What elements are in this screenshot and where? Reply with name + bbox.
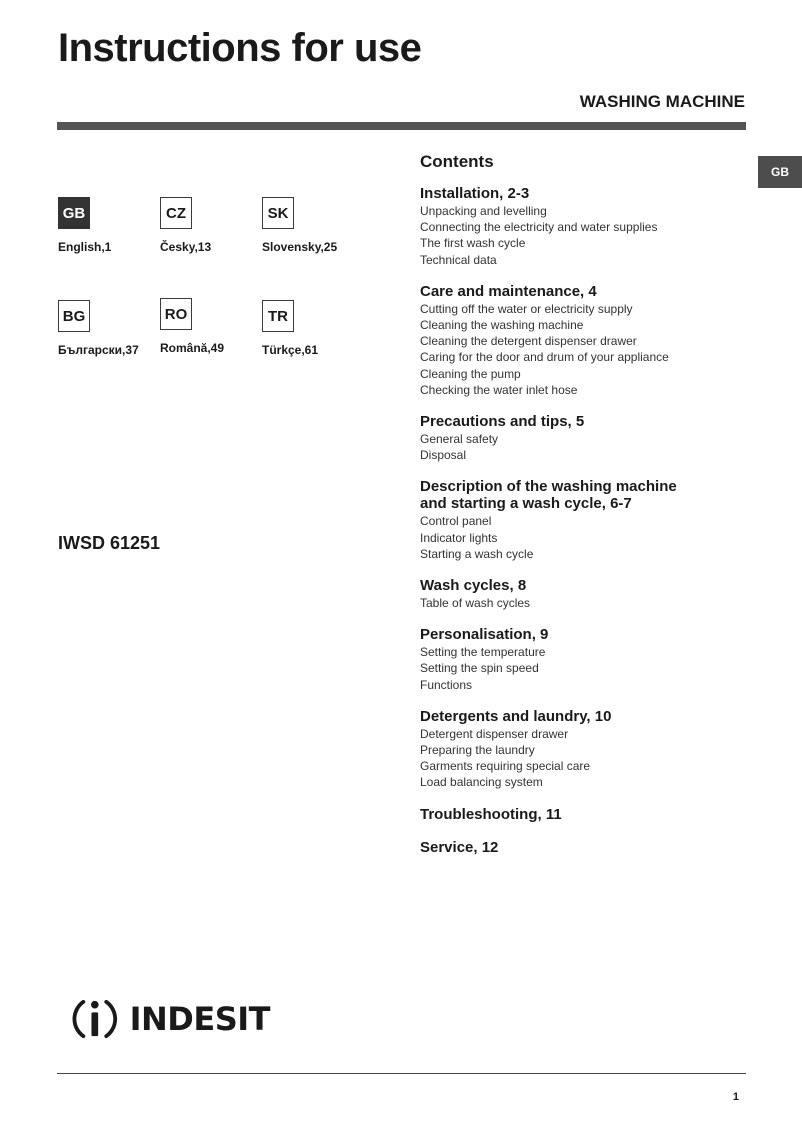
- language-code-box: CZ: [160, 197, 192, 229]
- toc-section-wash-cycles[interactable]: [420, 577, 750, 611]
- brand-logo: [70, 993, 270, 1045]
- toc-heading: Care and maintenance, 4: [420, 282, 597, 300]
- page-title: Instructions for use: [58, 26, 422, 70]
- toc-item: Cutting off the water or electricity supply: [420, 301, 633, 316]
- toc-heading: Wash cycles, 8: [420, 577, 527, 595]
- contents-title: Contents: [420, 152, 494, 171]
- language-code-box: GB: [58, 197, 90, 229]
- toc-item: General safety: [420, 432, 499, 447]
- toc-item: Technical data: [420, 252, 497, 267]
- language-name: English,1: [58, 240, 112, 254]
- toc-item: The first wash cycle: [420, 236, 526, 251]
- toc-heading: Troubleshooting, 11: [420, 805, 562, 823]
- toc-item: Cleaning the washing machine: [420, 318, 584, 333]
- language-code-box: TR: [262, 300, 294, 332]
- toc-section-troubleshooting[interactable]: [420, 806, 750, 823]
- toc-item: Unpacking and levelling: [420, 204, 547, 218]
- toc-item: Setting the temperature: [420, 645, 546, 660]
- language-code-box: SK: [262, 197, 294, 229]
- toc-heading: Personalisation, 9: [420, 626, 549, 644]
- toc-item: Caring for the door and drum of your appliance: [420, 350, 669, 365]
- toc-section-installation[interactable]: [420, 185, 750, 268]
- toc-heading: Installation, 2-3: [420, 185, 530, 202]
- language-code-box: BG: [58, 300, 90, 332]
- language-item-gb[interactable]: [58, 197, 111, 254]
- toc-item: Detergent dispenser drawer: [420, 726, 569, 741]
- toc-item: Starting a wash cycle: [420, 546, 534, 561]
- language-side-tab[interactable]: GB: [758, 156, 802, 188]
- language-item-sk[interactable]: [262, 197, 337, 254]
- indesit-logo-icon: [70, 993, 120, 1045]
- toc-item: Garments requiring special care: [420, 759, 591, 774]
- toc-item: Table of wash cycles: [420, 596, 531, 611]
- language-name: Română,49: [160, 341, 225, 355]
- language-item-bg[interactable]: [58, 300, 139, 357]
- toc-heading: Description of the washing machine and starting a wash cycle, 6-7: [420, 478, 677, 513]
- table-of-contents: [420, 152, 750, 871]
- language-item-tr[interactable]: [262, 300, 318, 357]
- language-item-cz[interactable]: [160, 197, 211, 254]
- footer-divider: [57, 1073, 746, 1074]
- toc-item: Functions: [420, 677, 473, 692]
- toc-item: Connecting the electricity and water supplies: [420, 220, 658, 235]
- toc-heading: Service, 12: [420, 838, 499, 856]
- toc-item: Cleaning the pump: [420, 366, 521, 381]
- toc-heading: Precautions and tips, 5: [420, 413, 585, 431]
- toc-item: Cleaning the detergent dispenser drawer: [420, 334, 637, 349]
- toc-item: Load balancing system: [420, 775, 543, 790]
- toc-section-precautions[interactable]: [420, 413, 750, 463]
- toc-item: Indicator lights: [420, 530, 498, 545]
- language-name: Български,37: [58, 343, 139, 357]
- toc-item: Setting the spin speed: [420, 661, 539, 676]
- language-item-ro[interactable]: [160, 298, 224, 355]
- brand-name: INDESIT: [129, 1000, 270, 1038]
- toc-item: Disposal: [420, 448, 467, 463]
- page-number: 1: [732, 1091, 739, 1103]
- model-number: IWSD 61251: [58, 533, 161, 553]
- language-name: Türkçe,61: [262, 343, 319, 357]
- toc-item: Control panel: [420, 514, 492, 529]
- toc-heading: Detergents and laundry, 10: [420, 707, 612, 725]
- language-code-box: RO: [160, 298, 192, 330]
- toc-section-service[interactable]: [420, 839, 750, 856]
- toc-section-personalisation[interactable]: [420, 626, 750, 693]
- header-divider: [57, 122, 746, 130]
- toc-item: Preparing the laundry: [420, 743, 535, 758]
- language-name: Česky,13: [160, 240, 212, 254]
- toc-section-description[interactable]: [420, 478, 750, 562]
- toc-section-care-and-maintenance[interactable]: [420, 283, 750, 398]
- toc-section-detergents[interactable]: [420, 708, 750, 791]
- product-type: WASHING MACHINE: [579, 92, 745, 111]
- language-name: Slovensky,25: [262, 240, 338, 254]
- toc-item: Checking the water inlet hose: [420, 382, 578, 397]
